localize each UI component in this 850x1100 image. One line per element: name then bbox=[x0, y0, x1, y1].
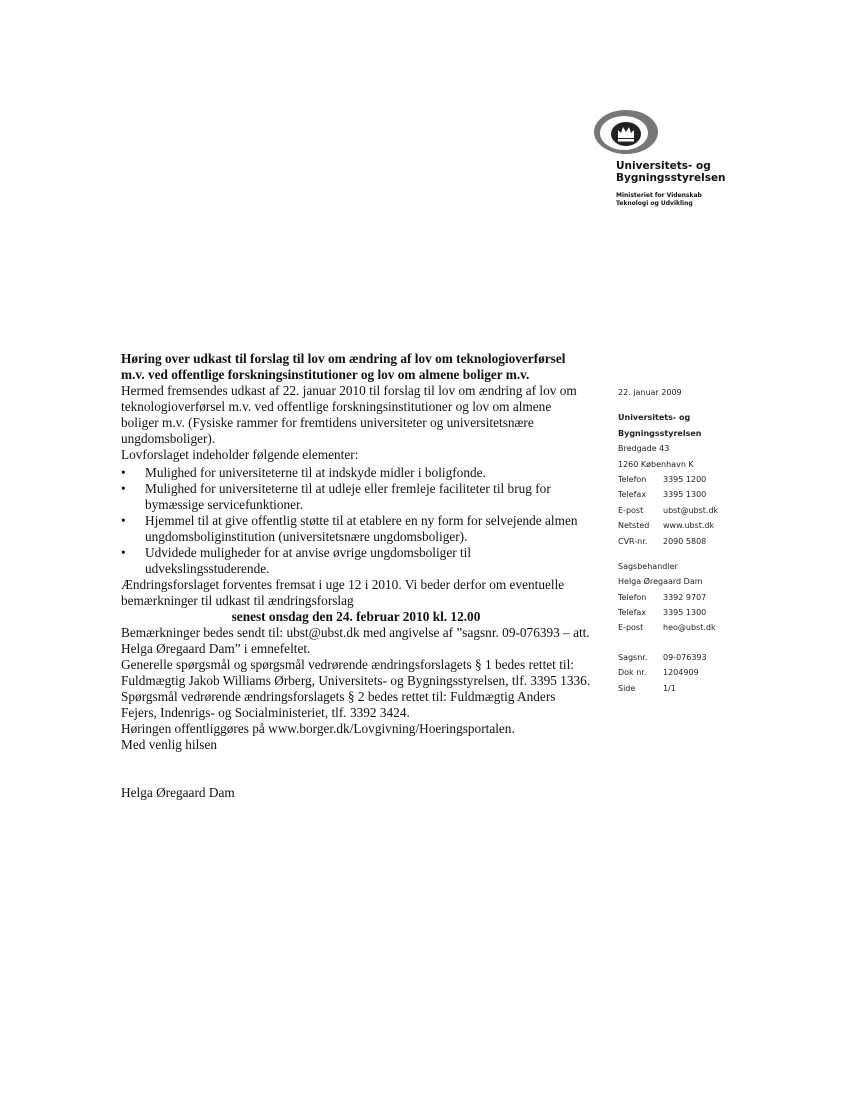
sidebar-org-line1: Universitets- og bbox=[618, 413, 691, 423]
contact-row: E-post ubst@ubst.dk bbox=[618, 505, 719, 515]
list-item: • Mulighed for universiteterne til at udleje eller fremleje faciliteter til brug for bymæssige servicefunktioner. bbox=[121, 481, 591, 513]
expected-paragraph: Ændringsforslaget forventes fremsat i uge 12 i 2010. Vi beder derfor om eventuelle bemærkninger til udkast til ændringsforslag bbox=[121, 577, 565, 608]
list-item: • Hjemmel til at give offentlig støtte til at etablere en ny form for selvejende almen ungdomsboliginstitution (universitetsnære ungdomsboliger). bbox=[121, 513, 591, 545]
contact-row: Telefax 3395 1300 bbox=[618, 608, 707, 618]
contact-row: Telefon 3395 1200 bbox=[618, 474, 707, 484]
closing: Med venlig hilsen bbox=[121, 737, 218, 752]
elements-list bbox=[121, 465, 591, 577]
letter-title: Høring over udkast til forslag til lov om ændring af lov om teknologioverførsel m.v. ved offentlige forskningsinstitutioner og lov om almene boliger m.v. bbox=[121, 351, 566, 382]
city-address: 1260 København K bbox=[618, 459, 694, 469]
intro-paragraph: Hermed fremsendes udkast af 22. januar 2010 til forslag til lov om ændring af lov om teknologioverførsel m.v. ved offentlige forskningsinstitutioner og lov om almene boliger m.v. (Fysiske rammer for fremtidens universiteter og universitetsnære ungdomsboliger). bbox=[121, 383, 577, 446]
deadline: senest onsdag den 24. februar 2010 kl. 12.00 bbox=[231, 609, 481, 624]
publication-paragraph: Høringen offentliggøres på www.borger.dk/Lovgivning/Hoeringsportalen. bbox=[121, 721, 515, 736]
contact-row: Telefax 3395 1300 bbox=[618, 490, 707, 500]
ministry-name: Ministeriet for Videnskab Teknologi og Udvikling bbox=[616, 192, 702, 207]
crown-seal-icon bbox=[592, 108, 664, 160]
letter-date: 22. januar 2009 bbox=[618, 388, 682, 397]
street-address: Bredgade 43 bbox=[618, 444, 670, 454]
list-item: • Udvidede muligheder for at anvise øvrige ungdomsboliger til udvekslingsstuderende. bbox=[121, 545, 591, 577]
handler-name: Helga Øregaard Dam bbox=[618, 577, 703, 587]
contact-row: Telefon 3392 9707 bbox=[618, 592, 707, 602]
questions-paragraph-1: Generelle spørgsmål og spørgsmål vedrørende ændringsforslagets § 1 bedes rettet til: Fuldmægtig Jakob Williams Ørberg, Universitets- og Bygningsstyrelsen, tlf. 3395 1336. bbox=[121, 657, 591, 688]
handler-heading: Sagsbehandler bbox=[618, 561, 678, 571]
send-to-paragraph: Bemærkninger bedes sendt til: ubst@ubst.dk med angivelse af ”sagsnr. 09-076393 – att. Helga Øregaard Dam” i emnefeltet. bbox=[121, 625, 590, 656]
ref-row: Dok nr. 1204909 bbox=[618, 668, 699, 678]
signature: Helga Øregaard Dam bbox=[121, 785, 235, 800]
letterhead-logo bbox=[592, 108, 732, 207]
contact-row: CVR-nr. 2090 5808 bbox=[618, 536, 707, 546]
list-item: • Mulighed for universiteterne til at indskyde midler i boligfonde. bbox=[121, 465, 591, 481]
questions-paragraph-2: Spørgsmål vedrørende ændringsforslagets § 2 bedes rettet til: Fuldmægtig Anders Fejers, Indenrigs- og Socialministeriet, tlf. 3392 3424. bbox=[121, 689, 556, 720]
sidebar-org-line2: Bygningsstyrelsen bbox=[618, 428, 702, 438]
sidebar-info bbox=[618, 385, 738, 696]
contact-row: E-post heo@ubst.dk bbox=[618, 623, 716, 633]
ref-row: Side 1/1 bbox=[618, 683, 676, 693]
org-name: Universitets- og Bygningsstyrelsen bbox=[616, 160, 726, 184]
ref-row: Sagsnr. 09-076393 bbox=[618, 652, 707, 662]
elements-intro: Lovforslaget indeholder følgende elementer: bbox=[121, 447, 359, 462]
letter-body bbox=[121, 351, 591, 801]
contact-row: Netsted www.ubst.dk bbox=[618, 521, 715, 531]
